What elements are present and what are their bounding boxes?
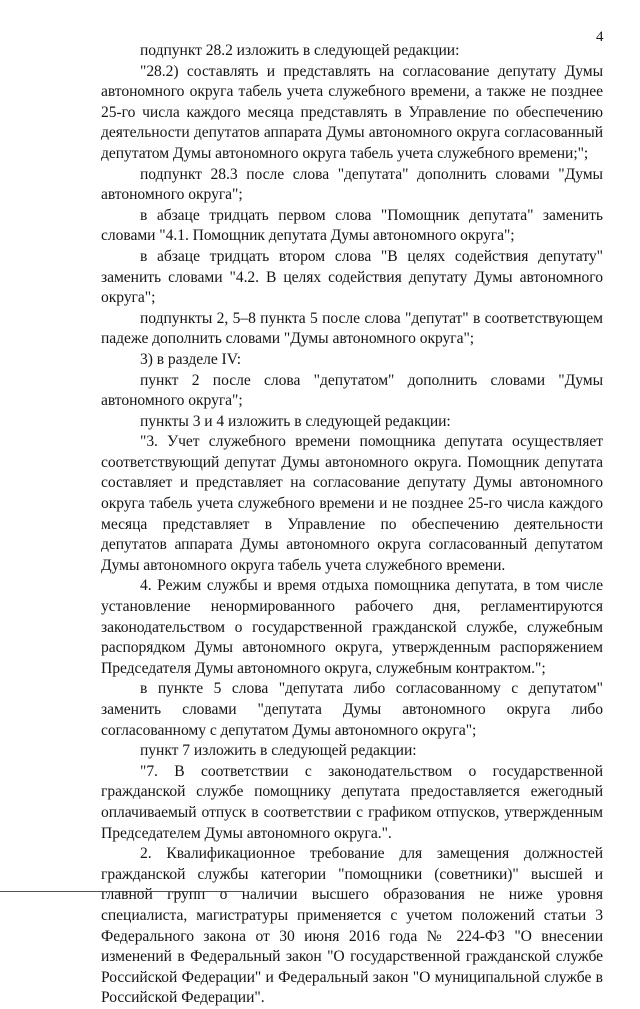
paragraph: 2. Квалификационное требование для замещения должностей гражданской службы категории "помощники (советники)" высшей и главной групп о наличии высшего образования не ниже уровня специалиста, магистратуры применяется с учетом положений статьи 3 Федерального закона от 30 июня 2016 года № 224-ФЗ "О внесении изменений в Федеральный закон "О государственной гражданской службе Российской Федерации" и Федеральный закон "О муниципальной службе в Российской Федерации".: [101, 845, 603, 1007]
paragraph: пункт 2 после слова "депутатом" дополнить словами "Думы автономного округа";: [101, 371, 603, 410]
page-number: 4: [596, 29, 604, 45]
paragraph: 3) в разделе IV:: [140, 350, 242, 368]
paragraph: в пункте 5 слова "депутата либо согласованному с депутатом" заменить словами "депутата Думы автономного округа либо согласованному с депутатом Думы автономного округа";: [101, 680, 603, 739]
document-body: [101, 41, 603, 1009]
paragraph: в абзаце тридцать втором слова "В целях содействия депутату" заменить словами "4.2. В целях содействия депутату Думы автономного округа";: [101, 247, 603, 307]
footer-divider: [0, 891, 244, 892]
paragraph: подпункт 28.2 изложить в следующей редакции:: [140, 42, 460, 59]
paragraph: "28.2) составлять и представлять на согласование депутату Думы автономного округа табель учета служебного времени, а также не позднее 25-го числа каждого месяца представлять в Управление по обеспечению деятельности депутатов аппарата Думы автономного округа согласованный депутатом Думы автономного округа табель учета служебного времени;";: [101, 62, 603, 162]
paragraph: "7. В соответствии с законодательством о государственной гражданской службе помощнику депутата предоставляется ежегодный оплачиваемый отпуск в соответствии с графиком отпусков, утвержденным Председателем Думы автономного округа.".: [101, 762, 603, 842]
paragraph: подпункт 28.3 после слова "депутата" дополнить словами "Думы автономного округа";: [101, 165, 603, 204]
paragraph: в абзаце тридцать первом слова "Помощник депутата" заменить словами "4.1. Помощник депутата Думы автономного округа";: [101, 206, 603, 245]
paragraph: пункты 3 и 4 изложить в следующей редакции:: [140, 412, 451, 430]
paragraph: подпункты 2, 5–8 пункта 5 после слова "депутат" в соответствующем падеже дополнить словами "Думы автономного округа";: [101, 309, 603, 348]
paragraph: 4. Режим службы и время отдыха помощника депутата, в том числе установление ненормированного рабочего дня, регламентируются законодательством о государственной гражданской службе, служебным распорядком Думы автономного округа, утвержденным распоряжением Председателя Думы автономного округа, служебным контрактом.";: [101, 577, 603, 677]
paragraph: пункт 7 изложить в следующей редакции:: [140, 742, 417, 760]
paragraph: "3. Учет служебного времени помощника депутата осуществляет соответствующий депутат Думы автономного округа. Помощник депутата составляет и представляет на согласование депутату Думы автономного округа табель учета служебного времени и не позднее 25-го числа каждого месяца представляет в Управление по обеспечению деятельности депутатов аппарата Думы автономного округа согласованный депутатом Думы автономного округа табель учета служебного времени.: [101, 433, 603, 574]
